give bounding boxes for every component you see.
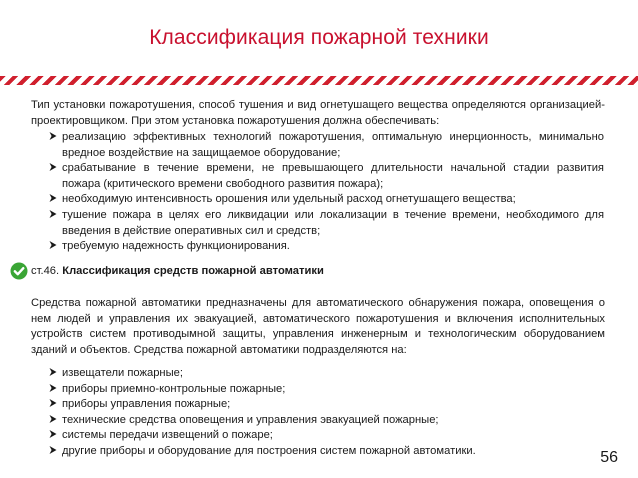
automation-item-text: технические средства оповещения и управления эвакуацией пожарные; [62, 413, 439, 426]
requirement-item-text: тушение пожара в целях его ликвидации или локализации в течение времени, необходимого для введения в действие оперативных сил и средств; [62, 208, 604, 237]
requirement-item [48, 239, 604, 255]
automation-item [48, 413, 604, 429]
requirement-item [48, 208, 604, 239]
arrow-bullet-icon [48, 428, 62, 443]
requirement-item [48, 130, 604, 161]
section-heading-text [31, 264, 324, 280]
requirement-item-text: срабатывание в течение времени, не превышающего длительности начальной стадии развития пожара (критического времени свободного развития пожара); [62, 162, 604, 190]
arrow-bullet-icon [48, 397, 62, 412]
arrow-bullet-icon [48, 208, 62, 223]
requirement-item-text: требуемую надежность функционирования. [62, 240, 290, 253]
arrow-bullet-icon [48, 192, 62, 207]
automation-item-text: приборы приемно-контрольные пожарные; [62, 382, 286, 395]
requirement-item-text: необходимую интенсивность орошения или удельный расход огнетушащего вещества; [62, 193, 516, 206]
arrow-bullet-icon [48, 161, 62, 176]
slide-title: Классификация пожарной техники [149, 26, 489, 49]
arrow-bullet-icon [48, 413, 62, 428]
automation-item-text: другие приборы и оборудование для построения систем пожарной автоматики. [62, 444, 476, 457]
automation-item-text: системы передачи извещений о пожаре; [62, 429, 273, 442]
automation-item [48, 366, 604, 382]
requirement-item-text: реализацию эффективных технологий пожаротушения, оптимальную инерционность, минимально вредное воздействие на защищаемое оборудование; [62, 131, 604, 159]
title-divider-stripe [0, 76, 638, 85]
page-number: 56 [600, 449, 618, 466]
section-number: ст.46. [31, 265, 60, 277]
automation-item [48, 397, 604, 413]
automation-item [48, 382, 604, 398]
arrow-bullet-icon [48, 366, 62, 381]
requirement-item [48, 192, 604, 208]
automation-item-text: извещатели пожарные; [62, 367, 183, 379]
automation-items-list [48, 366, 604, 460]
automation-item [48, 428, 604, 444]
arrow-bullet-icon [48, 239, 62, 254]
arrow-bullet-icon [48, 444, 62, 459]
automation-item-text: приборы управления пожарные; [62, 398, 231, 411]
arrow-bullet-icon [48, 130, 62, 145]
arrow-bullet-icon [48, 382, 62, 397]
section-heading [10, 262, 610, 280]
automation-item [48, 444, 604, 460]
requirements-list [48, 130, 604, 255]
green-check-icon [10, 262, 28, 280]
requirement-item [48, 161, 604, 192]
automation-paragraph: Средства пожарной автоматики предназначены для автоматического обнаружения пожара, оповещения о нем людей и управления их эвакуацией, автоматического пожаротушения и включения исполнительных устройств систем противодымной защиты, управления инженерным и технологическим оборудованием зданий и объектов. Средства пожарной автоматики подразделяются на: [31, 297, 605, 356]
intro-paragraph: Тип установки пожаротушения, способ тушения и вид огнетушащего вещества определяются организацией-проектировщиком. При этом установка пожаротушения должна обеспечивать: [31, 99, 605, 127]
section-heading-title: Классификация средств пожарной автоматики [62, 265, 324, 277]
